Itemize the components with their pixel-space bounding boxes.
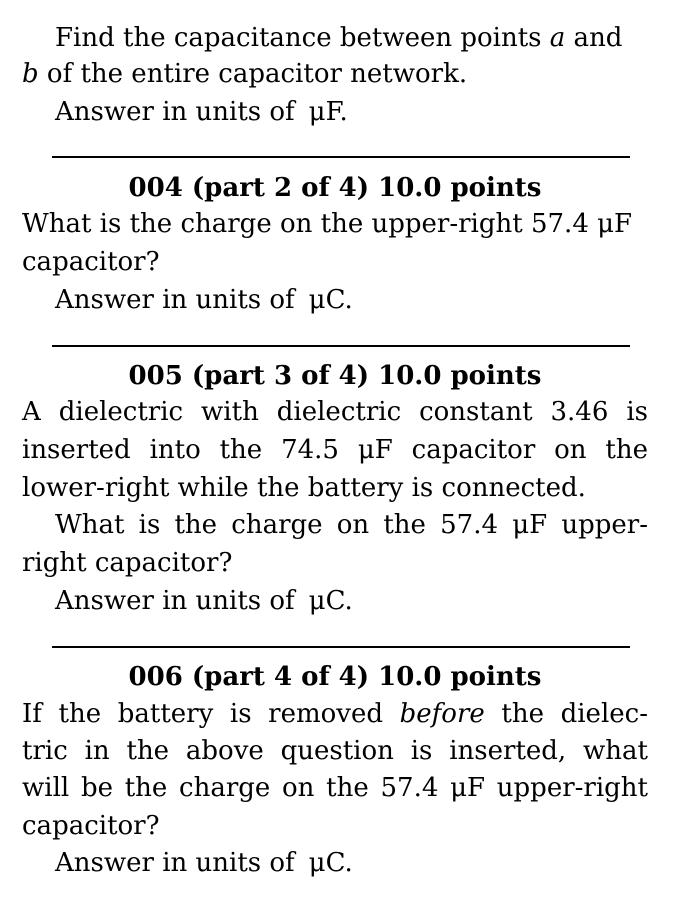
question-text: of the entire capacitor network.	[38, 59, 468, 89]
variable-a: a	[549, 23, 566, 53]
answer-prefix: Answer in units of	[55, 848, 295, 878]
part1-question-line2	[22, 56, 648, 92]
q005-text-line4: What is the charge on the 57.4 μF upper-	[55, 510, 648, 540]
separator-rule	[52, 345, 630, 347]
question-006-heading: 006 (part 4 of 4) 10.0 points	[128, 662, 542, 692]
q006-text-line2: tric in the above question is inserted, what	[22, 736, 648, 766]
answer-prefix: Answer in units of	[55, 586, 295, 616]
question-005-heading: 005 (part 3 of 4) 10.0 points	[128, 361, 542, 391]
question-text: the dielec-	[484, 699, 648, 729]
q005-answer-units	[55, 583, 648, 619]
variable-b: b	[22, 59, 39, 89]
q006-text-line3: will be the charge on the 57.4 μF upper-right	[22, 773, 648, 803]
question-004-heading: 004 (part 2 of 4) 10.0 points	[128, 173, 542, 203]
separator-rule	[52, 156, 630, 158]
answer-unit: μC.	[308, 848, 353, 878]
q005-text-line2: inserted into the 74.5 μF capacitor on the	[22, 435, 648, 465]
q005-text-line1: A dielectric with dielectric constant 3.46 is	[22, 397, 648, 427]
answer-prefix: Answer in units of	[55, 97, 295, 127]
part1-answer-units	[55, 94, 648, 130]
q004-text-line1: What is the charge on the upper-right 57.4 μF	[22, 209, 633, 239]
answer-unit: μF.	[308, 97, 348, 127]
q005-text-line3: lower-right while the battery is connected.	[22, 473, 586, 503]
q005-text-line5: right capacitor?	[22, 548, 233, 578]
answer-prefix: Answer in units of	[55, 285, 295, 315]
q004-text-line2: capacitor?	[22, 247, 160, 277]
question-text: If the battery is removed	[22, 699, 400, 729]
question-text: and	[565, 23, 623, 53]
q006-text-line1	[22, 696, 648, 732]
part1-question-line1	[55, 20, 648, 56]
question-text: Find the capacitance between points	[55, 23, 550, 53]
q004-answer-units	[55, 282, 648, 318]
emphasis-before: before	[399, 699, 485, 729]
q006-answer-units	[55, 845, 648, 881]
answer-unit: μC.	[308, 285, 353, 315]
separator-rule	[52, 646, 630, 648]
answer-unit: μC.	[308, 586, 353, 616]
q006-text-line4: capacitor?	[22, 811, 160, 841]
